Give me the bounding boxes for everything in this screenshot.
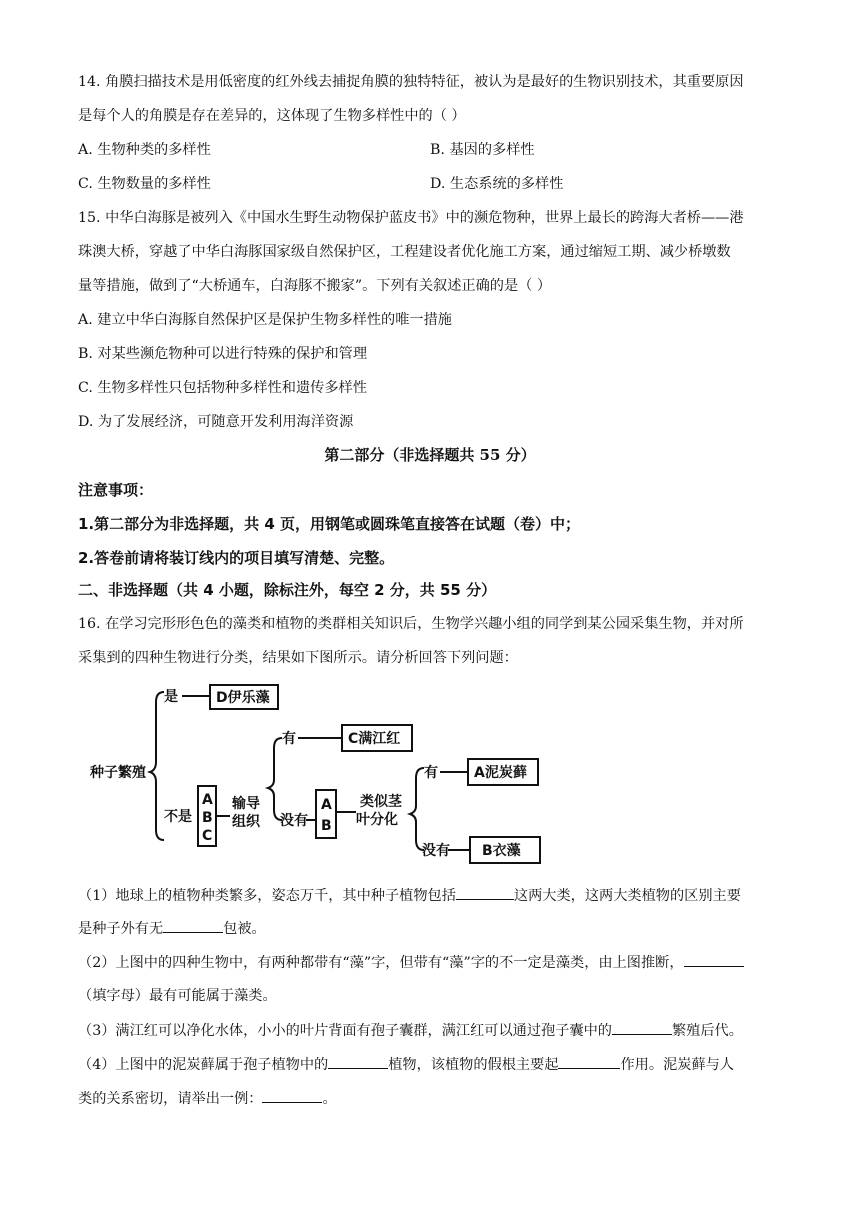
- ab-letter-b: B: [321, 818, 332, 834]
- vascular-label-1: 输导: [232, 796, 260, 812]
- q14-option-c: C. 生物数量的多样性: [78, 176, 211, 192]
- part2-title: 第二部分（非选择题共 55 分）: [324, 446, 536, 464]
- q16-part4-line2: [78, 1088, 337, 1109]
- q15-option-a: A. 建立中华白海豚自然保护区是保护生物多样性的唯一措施: [78, 312, 452, 328]
- answer-blank-2[interactable]: [163, 918, 223, 933]
- yes-label: 是: [164, 689, 178, 705]
- answer-blank-6[interactable]: [558, 1054, 620, 1069]
- b-box-label: B衣藻: [482, 843, 521, 859]
- section-heading: 二、非选择题（共 4 小题，除标注外，每空 2 分，共 55 分）: [78, 581, 497, 599]
- answer-blank-4[interactable]: [612, 1020, 672, 1035]
- q16-part1-text-c: 是种子外有无: [78, 921, 164, 937]
- no-label: 不是: [164, 809, 192, 825]
- answer-blank-1[interactable]: [456, 885, 514, 900]
- ab-letter-a: A: [321, 797, 332, 813]
- q15-option-d: D. 为了发展经济，可随意开发利用海洋资源: [78, 414, 354, 430]
- classification-diagram: [90, 680, 560, 870]
- q16-part4-text-d: 类的关系密切，请举出一例：: [78, 1091, 263, 1107]
- root-label: 种子繁殖: [90, 765, 146, 781]
- q16-part4-text-a: （4）上图中的泥炭藓属于孢子植物中的: [78, 1057, 329, 1073]
- c-box-label: C满江红: [348, 731, 401, 747]
- q16-part1-text-a: （1）地球上的植物种类繁多，姿态万千，其中种子植物包括: [78, 888, 456, 904]
- q14-option-d: D. 生态系统的多样性: [430, 176, 564, 192]
- stem-brace: [410, 768, 424, 850]
- q16-part2-line2: （填字母）最有可能属于藻类。: [78, 988, 277, 1004]
- answer-blank-3[interactable]: [684, 952, 744, 967]
- q16-part1-text-b: 这两大类，这两大类植物的区别主要: [513, 888, 741, 904]
- q16-intro-line2: 采集到的四种生物进行分类，结果如下图所示。请分析回答下列问题：: [78, 650, 518, 666]
- q16-part3-text-a: （3）满江红可以净化水体，小小的叶片背面有孢子囊群，满江红可以通过孢子囊中的: [78, 1023, 612, 1039]
- a-box-label: A泥炭藓: [474, 765, 527, 781]
- abc-letter-a: A: [202, 792, 213, 808]
- q16-part4-line1: [78, 1054, 734, 1075]
- q15-option-b: B. 对某些濒危物种可以进行特殊的保护和管理: [78, 346, 368, 362]
- q16-part2-line1: [78, 952, 744, 973]
- q16-part2-text-a: （2）上图中的四种生物中，有两种都带有“藻”字，但带有“藻”字的不一定是藻类，由上图推断，: [78, 955, 684, 971]
- stem-label-2: 叶分化: [356, 812, 398, 828]
- answer-blank-5[interactable]: [328, 1054, 388, 1069]
- q16-part4-text-e: 。: [322, 1091, 337, 1107]
- q16-part1-text-d: 包被。: [223, 921, 266, 937]
- d-box-label: D伊乐藻: [216, 690, 270, 706]
- q15-stem-line2: 珠澳大桥，穿越了中华白海豚国家级自然保护区，工程建设者优化施工方案，通过缩短工期、减少桥墩数: [78, 244, 731, 260]
- vascular-brace: [268, 738, 282, 820]
- root-brace: [150, 692, 164, 840]
- notice-item-1: 1.第二部分为非选择题，共 4 页，用钢笔或圆珠笔直接答在试题（卷）中；: [78, 515, 581, 533]
- answer-blank-7[interactable]: [262, 1088, 322, 1103]
- q16-intro-line1: 16. 在学习完形形色色的藻类和植物的类群相关知识后，生物学兴趣小组的同学到某公园采集生物，并对所: [78, 616, 744, 632]
- classification-diagram-svg: [90, 680, 560, 870]
- q16-part1-line1: [78, 885, 741, 906]
- q15-stem-line1: 15. 中华白海豚是被列入《中国水生野生动物保护蓝皮书》中的濒危物种，世界上最长的跨海大者桥——港: [78, 210, 744, 226]
- notice-title: 注意事项：: [78, 481, 154, 499]
- q14-stem-line2: 是每个人的角膜是存在差异的，这体现了生物多样性中的（ ）: [78, 108, 466, 124]
- q14-stem-line1: 14. 角膜扫描技术是用低密度的红外线去捕捉角膜的独特特征，被认为是最好的生物识别技术，其重要原因: [78, 74, 744, 90]
- vascular-label-2: 组织: [232, 814, 260, 830]
- q16-part4-text-c: 作用。泥炭藓与人: [620, 1057, 734, 1073]
- hasnot2-label: 没有: [422, 843, 450, 859]
- q14-option-b: B. 基因的多样性: [430, 142, 535, 158]
- q14-option-a: A. 生物种类的多样性: [78, 142, 211, 158]
- q16-part4-text-b: 植物，该植物的假根主要起: [388, 1057, 559, 1073]
- has-label: 有: [282, 731, 296, 747]
- hasnot-label: 没有: [280, 813, 308, 829]
- q15-option-c: C. 生物多样性只包括物种多样性和遗传多样性: [78, 380, 367, 396]
- abc-letter-b: B: [202, 810, 213, 826]
- stem-label-1: 类似茎: [360, 794, 402, 810]
- q16-part1-line2: [78, 918, 266, 939]
- has2-label: 有: [424, 765, 438, 781]
- abc-letter-c: C: [202, 828, 213, 844]
- q16-part3-text-b: 繁殖后代。: [671, 1023, 743, 1039]
- notice-item-2: 2.答卷前请将装订线内的项目填写清楚、完整。: [78, 549, 395, 567]
- q16-part3-line1: [78, 1020, 743, 1041]
- q15-stem-line3: 量等措施，做到了“大桥通车，白海豚不搬家”。下列有关叙述正确的是（ ）: [78, 278, 552, 294]
